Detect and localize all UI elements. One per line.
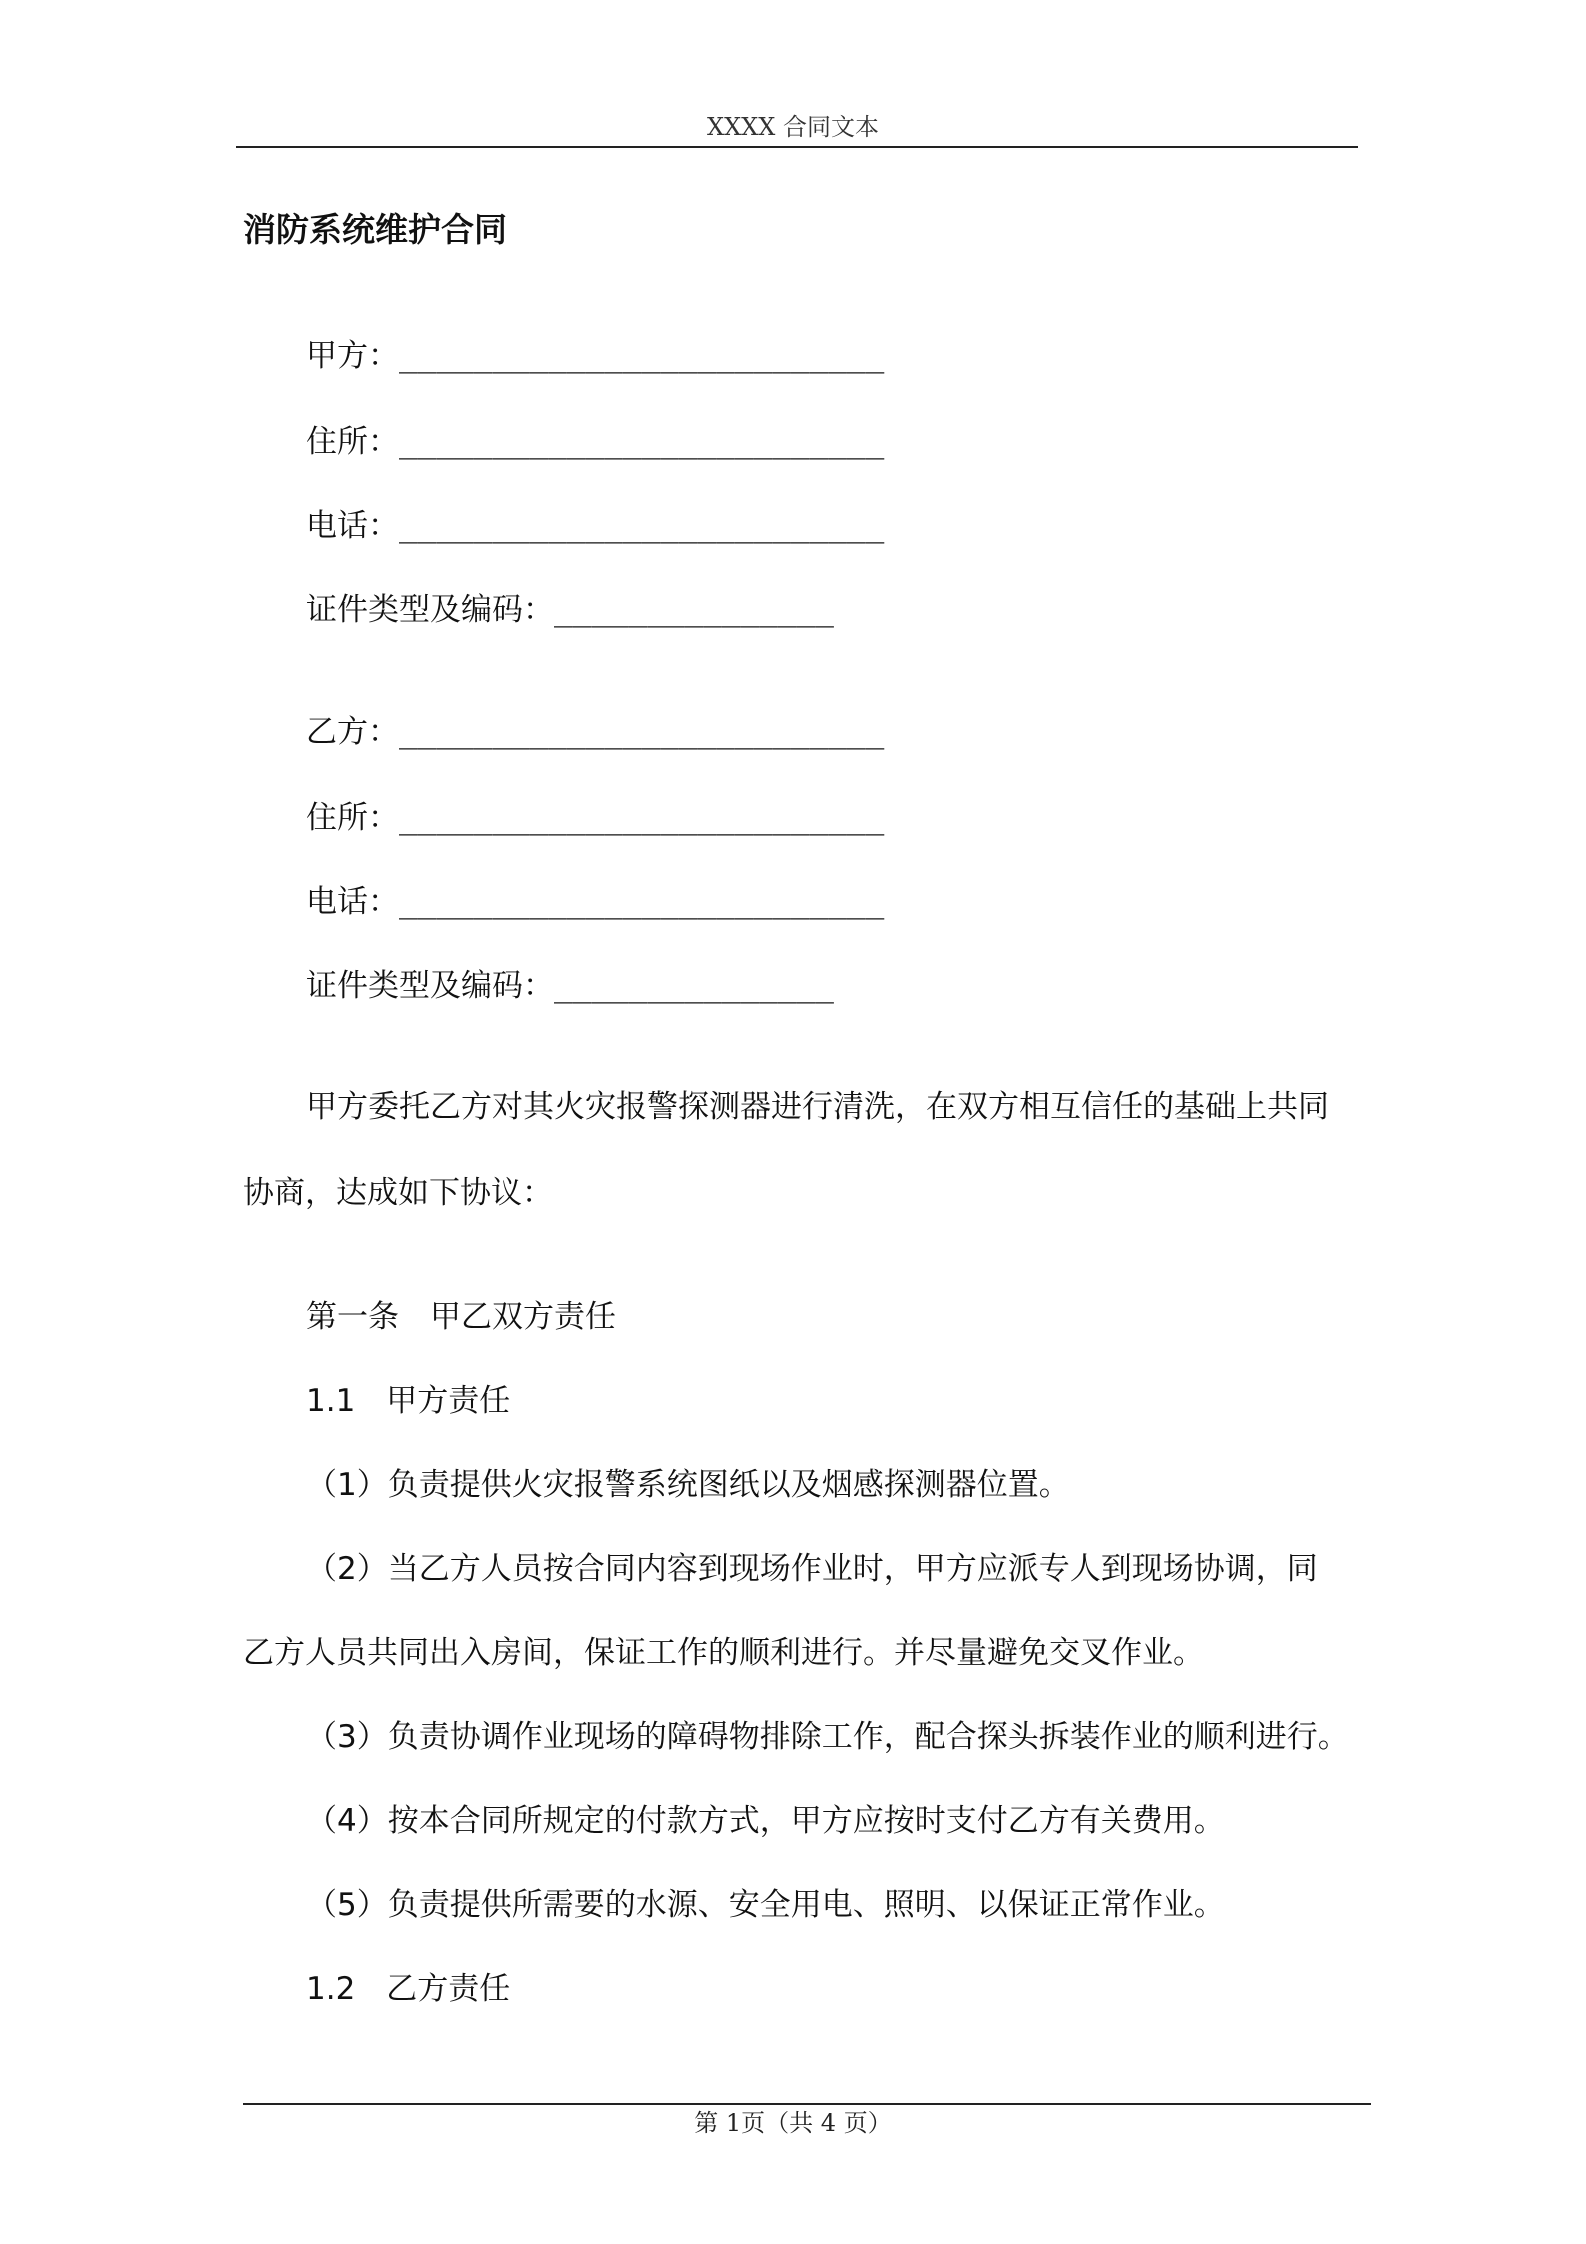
intro-paragraph-line-2: 协商，达成如下协议：: [243, 1175, 553, 1211]
party-b-name-label: 乙方：: [306, 714, 399, 750]
party-a-address-label: 住所：: [306, 424, 399, 460]
party-a-id-field: [306, 590, 834, 630]
party-b-address-blank: __________________________: [399, 800, 885, 836]
clause-item-2-line-1: （2）当乙方人员按合同内容到现场作业时，甲方应派专人到现场协调，同: [306, 1551, 1318, 1587]
party-a-id-blank: _______________: [554, 592, 834, 628]
party-a-phone-label: 电话：: [306, 508, 399, 544]
clause-item-3: （3）负责协调作业现场的障碍物排除工作，配合探头拆装作业的顺利进行。: [306, 1719, 1349, 1755]
party-a-name-label: 甲方：: [306, 338, 399, 374]
clause-item-5: （5）负责提供所需要的水源、安全用电、照明、以保证正常作业。: [306, 1887, 1225, 1923]
party-b-address-label: 住所：: [306, 800, 399, 836]
party-a-id-label: 证件类型及编码：: [306, 592, 554, 628]
party-b-id-field: [306, 966, 834, 1006]
party-b-id-blank: _______________: [554, 968, 834, 1004]
intro-paragraph-line-1: 甲方委托乙方对其火灾报警探测器进行清洗，在双方相互信任的基础上共同: [306, 1089, 1329, 1125]
party-a-phone-blank: __________________________: [399, 508, 885, 544]
header-divider: [236, 146, 1358, 148]
party-b-phone-field: [306, 882, 884, 922]
section-1-2-heading: 1.2 乙方责任: [306, 1971, 511, 2007]
party-b-id-label: 证件类型及编码：: [306, 968, 554, 1004]
party-b-name-field: [306, 712, 884, 752]
clause-item-4: （4）按本合同所规定的付款方式，甲方应按时支付乙方有关费用。: [306, 1803, 1225, 1839]
clause-item-1: （1）负责提供火灾报警系统图纸以及烟感探测器位置。: [306, 1467, 1070, 1503]
party-a-name-blank: __________________________: [399, 338, 885, 374]
party-a-address-field: [306, 422, 884, 462]
party-a-name-field: [306, 336, 884, 376]
page-number-footer: 第 1页（共 4 页）: [694, 2109, 892, 2137]
party-b-phone-label: 电话：: [306, 884, 399, 920]
party-b-address-field: [306, 798, 884, 838]
section-1-1-heading: 1.1 甲方责任: [306, 1383, 511, 1419]
page-header-text: XXXX 合同文本: [707, 113, 879, 141]
party-a-address-blank: __________________________: [399, 424, 885, 460]
article-1-heading: 第一条 甲乙双方责任: [306, 1299, 616, 1335]
party-b-name-blank: __________________________: [399, 714, 885, 750]
party-a-phone-field: [306, 506, 884, 546]
footer-divider: [243, 2103, 1371, 2105]
document-title: 消防系统维护合同: [243, 210, 507, 249]
clause-item-2-line-2: 乙方人员共同出入房间，保证工作的顺利进行。并尽量避免交叉作业。: [243, 1635, 1204, 1671]
party-b-phone-blank: __________________________: [399, 884, 885, 920]
